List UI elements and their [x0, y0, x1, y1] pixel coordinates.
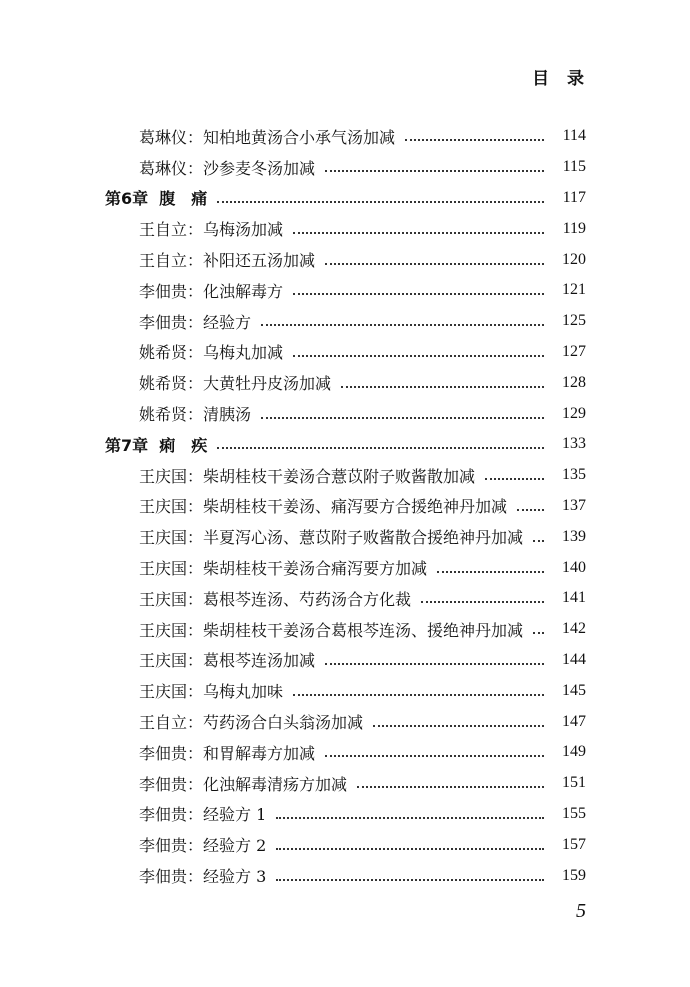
toc-author: 李佃贵: [139, 312, 188, 332]
toc-title: 经验方 3: [203, 867, 267, 887]
toc-entry-text: [139, 772, 347, 795]
toc-page-number: 128: [562, 373, 586, 391]
toc-page-number: 121: [562, 281, 586, 299]
toc-entry-text: [105, 433, 207, 456]
toc-page-number: 114: [562, 127, 586, 145]
toc-entry-text: [139, 618, 523, 641]
toc-entry-row: [0, 614, 690, 645]
dot-leader: [421, 601, 544, 603]
toc-entry-row: [0, 367, 690, 398]
toc-entry-text: [139, 556, 427, 579]
toc-entry-text: [139, 371, 331, 394]
toc-author: 王自立: [139, 713, 188, 733]
toc-separator: ：: [187, 651, 204, 671]
dot-leader: [405, 139, 544, 141]
toc-author: 王庆国: [139, 497, 188, 517]
dot-leader: [261, 417, 544, 419]
toc-separator: ：: [187, 374, 204, 394]
toc-entry-row: [0, 829, 690, 860]
toc-entry-text: [139, 279, 283, 302]
toc-entry-text: [139, 310, 251, 333]
toc-entry-row: [0, 521, 690, 552]
toc-page-number: 145: [562, 681, 586, 699]
toc-page-number: 127: [562, 342, 586, 360]
toc-entry-text: [139, 802, 266, 825]
toc-page-number: 142: [562, 620, 586, 638]
dot-leader: [533, 540, 544, 542]
toc-page-number: 119: [562, 219, 586, 237]
dot-leader: [276, 848, 544, 850]
chapter-number: 第6章: [105, 189, 149, 209]
toc-author: 李佃贵: [139, 743, 188, 763]
toc-page-number: 157: [562, 835, 586, 853]
toc-separator: ：: [187, 281, 204, 301]
toc-title: 乌梅丸加味: [203, 682, 284, 702]
toc-separator: ：: [187, 127, 204, 147]
toc-title: 柴胡桂枝干姜汤合痛泻要方加减: [203, 559, 428, 579]
toc-entry-text: [139, 464, 475, 487]
toc-entry-row: [0, 398, 690, 429]
dot-leader: [373, 725, 544, 727]
toc-separator: ：: [187, 743, 204, 763]
dot-leader: [217, 201, 544, 203]
toc-title: 乌梅丸加减: [203, 343, 284, 363]
toc-title: 半夏泻心汤、薏苡附子败酱散合援绝神丹加减: [203, 528, 524, 548]
toc-separator: [148, 436, 159, 455]
toc-entry-row: [0, 552, 690, 583]
toc-separator: ：: [187, 589, 204, 609]
toc-author: 王庆国: [139, 559, 188, 579]
running-header-title: 目 录: [532, 69, 590, 89]
toc-page-number: 139: [562, 527, 586, 545]
toc-entry-text: [139, 402, 251, 425]
toc-entry-row: [0, 213, 690, 244]
page-number: 5: [576, 900, 586, 922]
toc-title: 知柏地黄汤合小承气汤加减: [203, 127, 396, 147]
toc-author: 王庆国: [139, 682, 188, 702]
toc-entry-row: [0, 675, 690, 706]
toc-author: 王庆国: [139, 466, 188, 486]
toc-page-number: 129: [562, 404, 586, 422]
toc-entry-text: [139, 525, 523, 548]
toc-entry-row: [0, 583, 690, 614]
toc-entry-text: [139, 494, 507, 517]
toc-title: 经验方 1: [203, 805, 267, 825]
toc-separator: [148, 189, 159, 208]
toc-entry-text: [105, 186, 207, 209]
toc-entry-text: [139, 679, 283, 702]
toc-title: 柴胡桂枝干姜汤合薏苡附子败酱散加减: [203, 466, 476, 486]
dot-leader: [437, 571, 544, 573]
toc-title: 化浊解毒清疡方加减: [203, 774, 348, 794]
toc-author: 葛琳仪: [139, 127, 188, 147]
toc-separator: ：: [187, 805, 204, 825]
dot-leader: [325, 663, 544, 665]
toc-author: 葛琳仪: [139, 158, 188, 178]
toc-separator: ：: [187, 528, 204, 548]
dot-leader: [325, 170, 544, 172]
toc-author: 王庆国: [139, 589, 188, 609]
toc-entry-text: [139, 648, 315, 671]
dot-leader: [485, 478, 544, 480]
toc-entry-text: [139, 248, 315, 271]
toc-entry-text: [139, 587, 411, 610]
toc-entry-text: [139, 156, 315, 179]
toc-separator: ：: [187, 559, 204, 579]
toc-entry-row: [0, 737, 690, 768]
toc-separator: ：: [187, 466, 204, 486]
toc-page-number: 147: [562, 712, 586, 730]
toc-title: 大黄牡丹皮汤加减: [203, 374, 332, 394]
dot-leader: [357, 786, 544, 788]
toc-author: 李佃贵: [139, 867, 188, 887]
toc-author: 姚希贤: [139, 343, 188, 363]
dot-leader: [325, 263, 544, 265]
toc-title: 柴胡桂枝干姜汤合葛根芩连汤、援绝神丹加减: [203, 620, 524, 640]
toc-page-number: 151: [562, 774, 586, 792]
toc-title: 乌梅汤加减: [203, 220, 284, 240]
toc-entry-row: [0, 306, 690, 337]
toc-entry-row: [0, 337, 690, 368]
toc-separator: ：: [187, 497, 204, 517]
toc-page-number: 135: [562, 466, 586, 484]
toc-separator: ：: [187, 251, 204, 271]
toc-entry-row: [0, 491, 690, 522]
toc-separator: ：: [187, 682, 204, 702]
toc-separator: ：: [187, 620, 204, 640]
toc-title: 柴胡桂枝干姜汤、痛泻要方合援绝神丹加减: [203, 497, 508, 517]
toc-title: 沙参麦冬汤加减: [203, 158, 316, 178]
toc-page-number: 125: [562, 312, 586, 330]
toc-title: 经验方 2: [203, 836, 267, 856]
toc-author: 李佃贵: [139, 836, 188, 856]
toc-page-number: 159: [562, 866, 586, 884]
toc-entry-text: [139, 710, 363, 733]
dot-leader: [217, 447, 544, 449]
toc-entry-row: [0, 799, 690, 830]
toc-title: 补阳还五汤加减: [203, 251, 316, 271]
table-of-contents: [0, 121, 690, 891]
toc-entry-row: [0, 645, 690, 676]
toc-page-number: 140: [562, 558, 586, 576]
dot-leader: [293, 694, 544, 696]
toc-separator: ：: [187, 774, 204, 794]
dot-leader: [325, 755, 544, 757]
toc-title: 和胃解毒方加减: [203, 743, 316, 763]
chapter-number: 第7章: [105, 435, 149, 455]
toc-entry-text: [139, 864, 266, 887]
toc-author: 王自立: [139, 251, 188, 271]
toc-author: 李佃贵: [139, 281, 188, 301]
chapter-title: 腹 痛: [159, 189, 208, 209]
toc-author: 姚希贤: [139, 405, 188, 425]
toc-entry-row: [0, 121, 690, 152]
toc-page-number: 117: [562, 188, 586, 206]
toc-author: 李佃贵: [139, 774, 188, 794]
toc-author: 王庆国: [139, 620, 188, 640]
toc-page-number: 137: [562, 496, 586, 514]
toc-author: 王庆国: [139, 528, 188, 548]
toc-entry-row: [0, 244, 690, 275]
toc-author: 李佃贵: [139, 805, 188, 825]
toc-separator: ：: [187, 867, 204, 887]
toc-author: 王自立: [139, 220, 188, 240]
toc-page-number: 115: [562, 158, 586, 176]
dot-leader: [533, 632, 544, 634]
toc-separator: ：: [187, 713, 204, 733]
dot-leader: [276, 817, 544, 819]
toc-separator: ：: [187, 312, 204, 332]
toc-title: 经验方: [203, 312, 252, 332]
toc-page-number: 133: [562, 435, 586, 453]
toc-page-number: 141: [562, 589, 586, 607]
toc-separator: ：: [187, 220, 204, 240]
toc-entry-text: [139, 340, 283, 363]
dot-leader: [261, 324, 544, 326]
toc-chapter-row: [0, 429, 690, 460]
toc-separator: ：: [187, 836, 204, 856]
toc-title: 葛根芩连汤、芍药汤合方化裁: [203, 589, 412, 609]
toc-entry-row: [0, 460, 690, 491]
dot-leader: [341, 386, 544, 388]
toc-entry-row: [0, 768, 690, 799]
toc-page-number: 155: [562, 804, 586, 822]
toc-entry-text: [139, 125, 395, 148]
toc-author: 王庆国: [139, 651, 188, 671]
chapter-title: 痢 疾: [159, 435, 208, 455]
toc-entry-row: [0, 860, 690, 891]
toc-title: 化浊解毒方: [203, 281, 284, 301]
toc-entry-row: [0, 275, 690, 306]
toc-page-number: 120: [562, 250, 586, 268]
toc-entry-text: [139, 741, 315, 764]
toc-author: 姚希贤: [139, 374, 188, 394]
dot-leader: [276, 879, 544, 881]
toc-entry-row: [0, 152, 690, 183]
toc-title: 清胰汤: [203, 405, 252, 425]
toc-title: 葛根芩连汤加减: [203, 651, 316, 671]
toc-separator: ：: [187, 405, 204, 425]
dot-leader: [293, 293, 544, 295]
toc-entry-row: [0, 706, 690, 737]
toc-title: 芍药汤合白头翁汤加减: [203, 713, 364, 733]
toc-entry-text: [139, 217, 283, 240]
dot-leader: [293, 355, 544, 357]
toc-entry-text: [139, 833, 266, 856]
toc-separator: ：: [187, 158, 204, 178]
dot-leader: [517, 509, 544, 511]
dot-leader: [293, 232, 544, 234]
toc-separator: ：: [187, 343, 204, 363]
toc-chapter-row: [0, 183, 690, 214]
toc-page-number: 149: [562, 743, 586, 761]
toc-page-number: 144: [562, 650, 586, 668]
